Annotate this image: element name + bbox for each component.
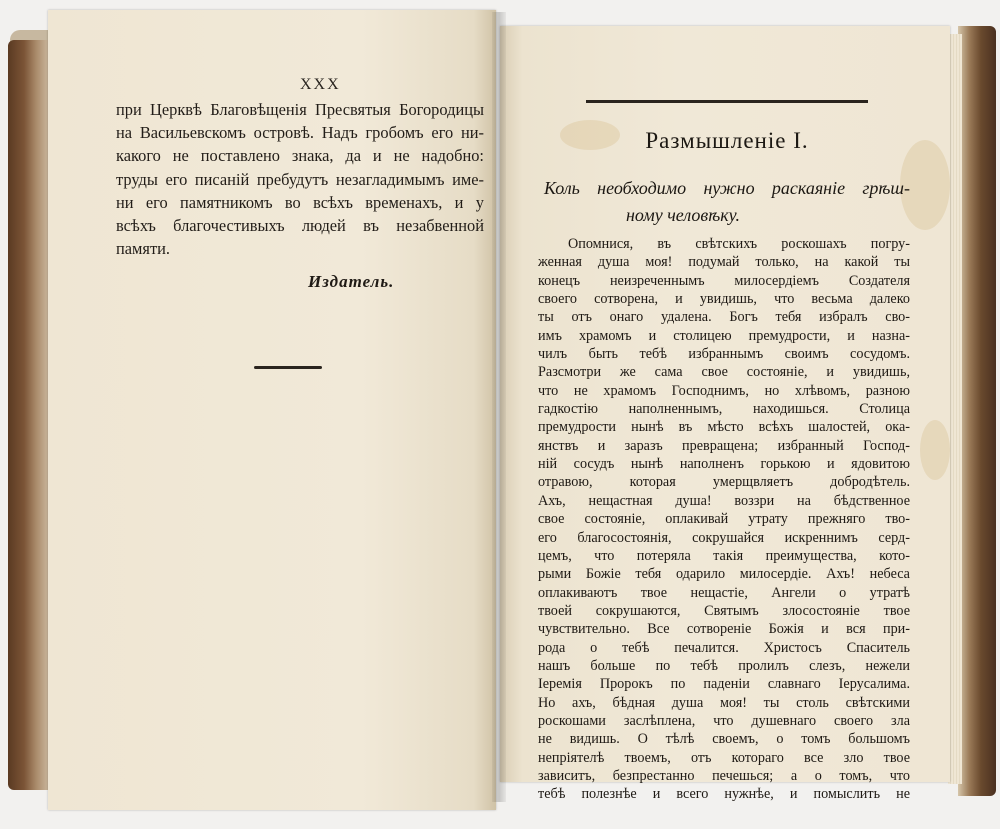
page-edges: [948, 34, 962, 784]
text-line: что не храмомъ Господнимъ, но хлѣвомъ, разною: [538, 382, 910, 399]
right-cover: [958, 26, 996, 796]
text-line: его благосостоянія, сокрушайся искреннимъ серд-: [538, 529, 910, 546]
text-line: Опомнися, въ свѣтскихъ роскошахъ погру-: [568, 236, 910, 252]
text-line: премудрости нынѣ въ мѣсто всѣхъ шалостей, ока-: [538, 419, 910, 436]
text-line: Ахъ, нещастная душа! воззри на бѣдственное: [538, 492, 910, 509]
text-line: труды его писаній пребудутъ незагладимымъ име-: [116, 169, 484, 189]
text-line: женная душа моя! подумай только, на какой ты: [538, 254, 910, 271]
subtitle-line: ному человѣку.: [626, 205, 741, 225]
left-page-text: [116, 98, 484, 260]
text-line: имъ храмомъ и столицею премудрости, и назна-: [538, 327, 910, 344]
text-line: ни его памятникомъ во всѣхъ временахъ, и у: [116, 192, 484, 212]
text-line: янствъ и заразъ превращена; избранный Господ-: [538, 437, 910, 454]
text-line: Іеремія Пророкъ по паденіи славнаго Іерусалима.: [538, 676, 910, 693]
text-line: ты отъ онаго удалена. Богъ тебя избралъ сво-: [538, 309, 910, 326]
text-line: цемъ, что потеряла такія преимущества, кото-: [538, 547, 910, 564]
text-line: оплакиваютъ твое нещастіе, Ангели о утратѣ: [538, 584, 910, 601]
page-stain: [920, 420, 950, 480]
text-line: ній сосудъ нынѣ наполненъ горькою и ядовитою: [538, 456, 910, 473]
chapter-subtitle: [544, 175, 910, 229]
divider-rule: [254, 366, 322, 369]
text-line: своего сотворена, и увидишь, что весьма далеко: [538, 291, 910, 308]
subtitle-line: Коль необходимо нужно раскаяніе грѣш-: [544, 178, 910, 198]
text-line: на Васильевскомъ островѣ. Надъ гробомъ его ни-: [116, 123, 484, 143]
text-line: памяти.: [116, 239, 170, 259]
publisher-signature: Издатель.: [308, 272, 395, 291]
text-line: непріятелѣ твоемъ, отъ котораго все зло твое: [538, 749, 910, 766]
text-line: при Церквѣ Благовѣщенія Пресвятыя Богородицы: [116, 100, 484, 119]
text-line: всѣхъ благочестивыхъ людей въ незабвенной: [116, 216, 484, 236]
text-line: конецъ неизреченнымъ милосердіемъ Создателя: [538, 272, 910, 289]
text-line: тебѣ полезнѣе и всего нужнѣе, и помыслить не: [538, 786, 910, 803]
left-cover: [8, 40, 48, 790]
text-line: гадкостію наполненнымъ, находишься. Столица: [538, 401, 910, 418]
text-line: роскошами заслѣплена, что душевнаго своего зла: [538, 712, 910, 729]
text-line: Но ахъ, бѣдная душа моя! ты столь свѣтскими: [538, 694, 910, 711]
text-line: не видишь. О тѣлѣ своемъ, о томъ большомъ: [538, 731, 910, 748]
text-line: Разсмотри же сама свое состояніе, и увидишь,: [538, 364, 910, 381]
text-line: чилъ быть тебѣ избраннымъ своимъ сосудомъ.: [538, 346, 910, 363]
chapter-heading: Размышленіе I.: [645, 128, 809, 153]
text-line: зависитъ, безпрестанно печешься; а о томъ, что: [538, 767, 910, 784]
text-line: твоей сокрушаются, Святымъ злосостояніе твое: [538, 602, 910, 619]
header-rule: [586, 100, 868, 103]
text-line: отравою, которая умерщвляетъ добродѣтель.: [538, 474, 910, 491]
text-line: рыми Божіе тебя одарило милосердіе. Ахъ! небеса: [538, 566, 910, 583]
text-line: чувствительно. Все сотвореніе Божія и вся при-: [538, 621, 910, 638]
page-folio: XXX: [300, 76, 341, 93]
text-line: свое состояніе, оплакивай утрату прежняго тво-: [538, 511, 910, 528]
text-line: нашъ больше по тебѣ пролилъ слезъ, нежели: [538, 657, 910, 674]
right-page-text: [538, 235, 910, 804]
text-line: какого не поставлено знака, да и не надобно:: [116, 146, 484, 166]
book-gutter: [492, 12, 506, 802]
text-line: рода о тебѣ печалится. Христосъ Спаситель: [538, 639, 910, 656]
